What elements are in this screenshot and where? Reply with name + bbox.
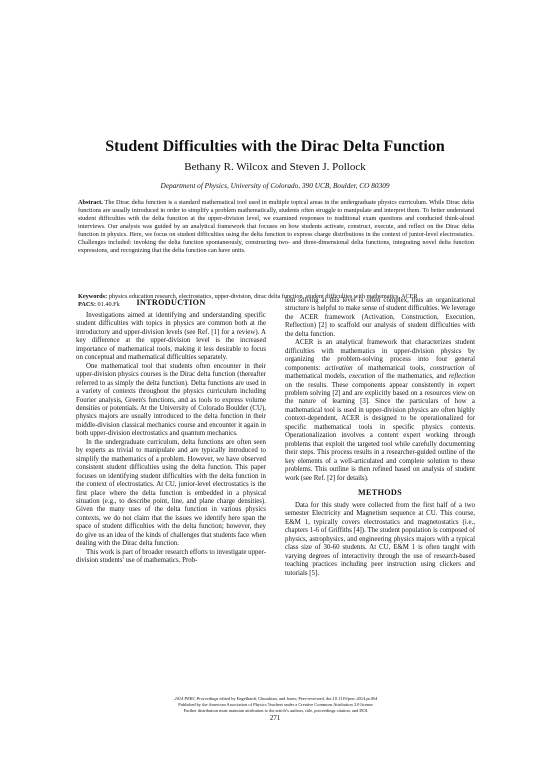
introduction-heading: INTRODUCTION	[136, 298, 206, 307]
keywords-text: physics education research, electrostatics, upper-division, dirac delta function, student difficulties with mathematics, ACER	[108, 293, 418, 300]
intro-paragraph-3: In the undergraduate curriculum, delta functions are often seen by experts as trivial to manipulate and are typically introduced to simplify the mathematics of a problem. However, we have observed consistent student difficulties using the delta function. This paper focuses on identifying student difficulties with the delta function in the context of electrostatics. At CU, junior-level electrostatics is the first place where the delta function is embedded in a physical situation (e.g., to describe point, line, and plane charge densities). Given the many uses of the delta function in various physics contexts, we do not claim that the issues we identify here span the space of student difficulties with the delta function; however, they do give us an idea of the kinds of challenges that students face when dealing with the Dirac delta function.	[76, 438, 266, 548]
author-list: Bethany R. Wilcox and Steven J. Pollock	[184, 161, 366, 173]
pacs-label: PACS:	[78, 301, 96, 309]
footer-venue: 2014 PERC Proceedings	[174, 696, 219, 701]
acer-paragraph	[285, 339, 475, 483]
acer-activation: activation	[325, 364, 353, 372]
intro-continuation: lem solving at this level is often complex, thus an organizational structure is helpful to make sense of student difficulties. We leverage the ACER framework (Activation, Construction, Execution, Reflection) [2] to scaffold our analysis of student difficulties with the delta function.	[285, 297, 475, 338]
acer-text-1: ACER is an analytical framework that characterizes student difficulties with mathematics in upper-division physics by organizing the problem-solving process into four general components:	[285, 339, 475, 372]
acer-text-2: of mathematical tools,	[352, 364, 430, 372]
pacs-text: 01.40.Fk	[97, 301, 120, 309]
footer-line-2: Published by the American Association of Physics Teachers under a Creative Commons Attribution 3.0 license.	[178, 702, 374, 707]
acer-construction: construction	[429, 364, 465, 372]
acer-reflection: reflection	[448, 373, 475, 381]
abstract-label: Abstract.	[78, 199, 103, 206]
abstract	[78, 199, 474, 255]
footer-notice	[78, 696, 474, 714]
page-number: 271	[269, 715, 281, 722]
acer-text-5: on the results. These components appear consistently in expert problem solving [2] and are explicitly based on a resources view on the nature of learning [3]. Since the particulars of how a mathematical tool is used in upper-division physics are often highly context-dependent, ACER is designed to be operationalized for specific mathematical tools in specific physics contexts. Operationalization involves a content expert working through problems that exploit the targeted tool while carefully documenting their steps. This process results in a researcher-guided outline of the key elements of a well-articulated and complete solution to these problems. This outline is then refined based on analysis of student work (see Ref. [2] for details).	[285, 381, 475, 482]
acer-text-3: of mathematical models,	[285, 364, 476, 381]
left-column	[76, 297, 266, 566]
intro-paragraph-2: One mathematical tool that students often encounter in their upper-division physics courses is the Dirac delta function (thereafter referred to as simply the delta function). Delta functions are used in a variety of contexts throughout the physics curriculum including Fourier analysis, Green's functions, and as tools to express volume densities or potentials. At the University of Colorado Boulder (CU), physics majors are usually introduced to the delta function in their middle-division classical mechanics course and encounter it again in both upper-division electrostatics and quantum mechanics.	[76, 362, 266, 438]
affiliation: Department of Physics, University of Colorado, 390 UCB, Boulder, CO 80309	[160, 181, 390, 190]
methods-heading: METHODS	[358, 487, 402, 497]
acer-text-4: of the mathematics, and	[375, 373, 449, 381]
right-column	[285, 297, 475, 578]
intro-paragraph-1: Investigations aimed at identifying and understanding specific student difficulties with topics in physics are common both at the introductory and upper-division levels (see Ref. [1] for a review). A key difference at the upper-division level is the increased importance of mathematical tools, making it less desirable to focus on conceptual and mathematical difficulties separately.	[76, 312, 266, 362]
acer-execution: execution	[348, 373, 376, 381]
paper-title: Student Difficulties with the Dirac Delta Function	[105, 138, 445, 155]
intro-paragraph-4: This work is part of broader research efforts to investigate upper-division students' use of mathematics. Prob-	[76, 548, 266, 565]
keywords-label: Keywords:	[78, 293, 108, 300]
methods-paragraph-1: Data for this study were collected from the first half of a two semester Electricity and Magnetism sequence at CU. This course, E&M 1, typically covers electrostatics and magnetostatics (i.e., chapters 1-6 of Griffiths [4]). The student population is composed of physics, astrophysics, and engineering physics majors with a typical class size of 30-60 students. At CU, E&M 1 is often taught with varying degrees of interactivity through the use of research-based teaching practices including peer instruction using clickers and tutorials [5].	[285, 501, 475, 577]
footer-line-3: Further distribution must maintain attribution to the article's authors, title, proceedings citation, and DOI.	[183, 708, 369, 713]
footer-line-1: edited by Engelhardt, Churukian, and Jones; Peer-reviewed, doi:10.1119/perc.2014.pr.064	[218, 696, 378, 701]
abstract-text: The Dirac delta function is a standard mathematical tool used in multiple topical areas in the undergraduate physics curriculum. While Dirac delta functions are usually introduced in order to simplify a problem mathematically, students often struggle to manipulate and interpret them. To better understand student difficulties with the delta function at the upper-division level, we examined responses to traditional exam questions and conducted think-aloud interviews. Our analysis was guided by an analytical framework that focuses on how students activate, construct, execute, and reflect on the Dirac delta function in physics. Here, we focus on student difficulties using the delta function to express charge distributions in the context of junior-level electrostatics. Challenges included: invoking the delta function spontaneously, constructing two- and three-dimensional delta functions, integrating novel delta function expressions, and recognizing that the delta function can have units.	[78, 199, 474, 255]
